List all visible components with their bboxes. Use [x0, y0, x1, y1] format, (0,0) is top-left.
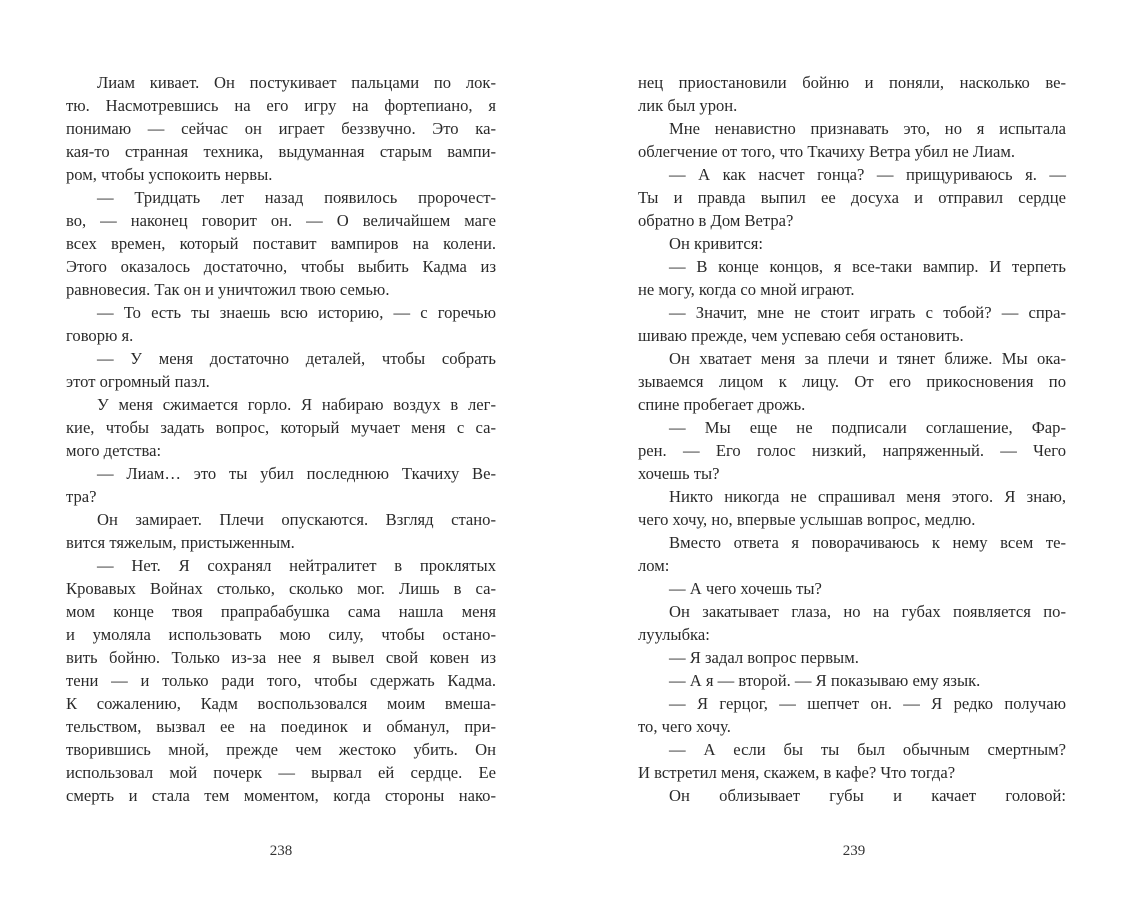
text-line: равновесия. Так он и уничтожил твою семью. — [66, 280, 390, 299]
text-line: нец приостановили бойню и поняли, насколько ве- — [638, 73, 1066, 92]
text-line: Он облизывает губы и качает головой: — [669, 786, 1066, 805]
text-line: тю. Насмотревшись на его игру на фортепиано, я — [66, 96, 496, 115]
text-line: — В конце концов, я все-таки вампир. И терпеть — [669, 257, 1066, 276]
text-line: во, — наконец говорит он. — О величайшем маге — [66, 211, 496, 230]
text-line: Никто никогда не спрашивал меня этого. Я знаю, — [669, 487, 1066, 506]
paragraph — [66, 71, 496, 186]
text-line: — А я — второй. — Я показываю ему язык. — [669, 671, 981, 690]
text-line: — У меня достаточно деталей, чтобы собрать — [97, 349, 496, 368]
paragraph — [66, 393, 496, 462]
text-line: этот огромный пазл. — [66, 372, 210, 391]
text-line: чего хочу, но, впервые услышав вопрос, медлю. — [638, 510, 976, 529]
text-line: творившись мной, прежде чем жестоко убить. Он — [66, 740, 496, 759]
text-line: Он замирает. Плечи опускаются. Взгляд стано- — [97, 510, 496, 529]
text-line: Ты и правда выпил ее досуха и отправил сердце — [638, 188, 1066, 207]
paragraph — [638, 117, 1066, 163]
text-line: мом конце твоя прапрабабушка сама нашла меня — [66, 602, 496, 621]
paragraph — [66, 186, 496, 301]
text-line: — А если бы ты был обычным смертным? — [669, 740, 1066, 759]
text-line: мого детства: — [66, 441, 162, 460]
paragraph — [638, 416, 1066, 485]
text-line: луулыбка: — [638, 625, 710, 644]
text-line: тельством, вызвал ее на поединок и обманул, при- — [66, 717, 496, 736]
text-line: — Значит, мне не стоит играть с тобой? — спра- — [669, 303, 1066, 322]
text-line: то, чего хочу. — [638, 717, 731, 736]
paragraph — [66, 462, 496, 508]
text-line: ром, чтобы успокоить нервы. — [66, 165, 273, 184]
text-line: рен. — Его голос низкий, напряженный. — Чего — [638, 441, 1066, 460]
text-line: Лиам кивает. Он постукивает пальцами по лок- — [97, 73, 496, 92]
text-line: Он кривится: — [669, 234, 764, 253]
paragraph — [66, 508, 496, 554]
text-line: И встретил меня, скажем, в кафе? Что тогда? — [638, 763, 956, 782]
paragraph — [638, 577, 1066, 600]
paragraph — [638, 669, 1066, 692]
text-line: хочешь ты? — [638, 464, 720, 483]
paragraph — [638, 485, 1066, 531]
paragraph — [638, 784, 1066, 807]
text-line: Этого оказалось достаточно, чтобы выбить Кадма из — [66, 257, 496, 276]
text-line: использовал мой почерк — вырвал ей сердце. Ее — [66, 763, 496, 782]
paragraph — [638, 301, 1066, 347]
text-line: — Я задал вопрос первым. — [669, 648, 859, 667]
paragraph — [66, 554, 496, 807]
text-line: — Мы еще не подписали соглашение, Фар- — [669, 418, 1066, 437]
text-line: К сожалению, Кадм воспользовался моим вмеша- — [66, 694, 496, 713]
text-line: лом: — [638, 556, 670, 575]
paragraph — [638, 255, 1066, 301]
paragraph — [638, 531, 1066, 577]
text-line: говорю я. — [66, 326, 134, 345]
paragraph — [638, 163, 1066, 232]
text-line: шиваю прежде, чем успеваю себя остановить. — [638, 326, 964, 345]
paragraph — [638, 646, 1066, 669]
text-line: — Лиам… это ты убил последнюю Ткачиху Ве- — [97, 464, 496, 483]
paragraph — [638, 738, 1066, 784]
text-line: У меня сжимается горло. Я набираю воздух в лег- — [97, 395, 496, 414]
text-line: облегчение от того, что Ткачиху Ветра убил не Лиам. — [638, 142, 1016, 161]
text-line: вить бойню. Только из-за нее я вывел свой ковен из — [66, 648, 496, 667]
text-line: — А чего хочешь ты? — [669, 579, 822, 598]
text-line: зываемся лицом к лицу. От его прикосновения по — [638, 372, 1066, 391]
left-page-text — [66, 71, 496, 807]
text-line: тени — и только ради того, чтобы сдержать Кадма. — [66, 671, 496, 690]
paragraph — [66, 347, 496, 393]
paragraph — [638, 71, 1066, 117]
text-line: понимаю — сейчас он играет беззвучно. Это ка- — [66, 119, 496, 138]
right-page-text — [638, 71, 1066, 807]
text-line: смерть и стала тем моментом, когда стороны нако- — [66, 786, 496, 805]
text-line: и умоляла использовать мою силу, чтобы остано- — [66, 625, 496, 644]
text-line: обратно в Дом Ветра? — [638, 211, 794, 230]
paragraph — [638, 232, 1066, 255]
text-line: вится тяжелым, пристыженным. — [66, 533, 295, 552]
text-line: — А как насчет гонца? — прищуриваюсь я. — — [669, 165, 1066, 184]
text-line: Он закатывает глаза, но на губах появляется по- — [669, 602, 1066, 621]
text-line: Вместо ответа я поворачиваюсь к нему всем те- — [669, 533, 1066, 552]
text-line: лик был урон. — [638, 96, 738, 115]
text-line: всех времен, который поставит вампиров на колени. — [66, 234, 496, 253]
text-line: спине пробегает дрожь. — [638, 395, 806, 414]
paragraph — [638, 600, 1066, 646]
text-line: кие, чтобы задать вопрос, который мучает меня с са- — [66, 418, 496, 437]
text-line: — Я герцог, — шепчет он. — Я редко получаю — [669, 694, 1066, 713]
text-line: тра? — [66, 487, 97, 506]
page-number-right: 239 — [842, 843, 866, 859]
text-line: — То есть ты знаешь всю историю, — с горечью — [97, 303, 496, 322]
page-number-left: 238 — [269, 843, 293, 859]
paragraph — [638, 347, 1066, 416]
text-line: — Тридцать лет назад появилось пророчест- — [97, 188, 496, 207]
paragraph — [66, 301, 496, 347]
paragraph — [638, 692, 1066, 738]
text-line: Мне ненавистно признавать это, но я испытала — [669, 119, 1066, 138]
text-line: Кровавых Войнах столько, сколько мог. Лишь в са- — [66, 579, 496, 598]
text-line: кая-то странная техника, выдуманная старым вампи- — [66, 142, 496, 161]
text-line: не могу, когда со мной играют. — [638, 280, 855, 299]
text-line: — Нет. Я сохранял нейтралитет в проклятых — [97, 556, 496, 575]
text-line: Он хватает меня за плечи и тянет ближе. Мы ока- — [669, 349, 1066, 368]
